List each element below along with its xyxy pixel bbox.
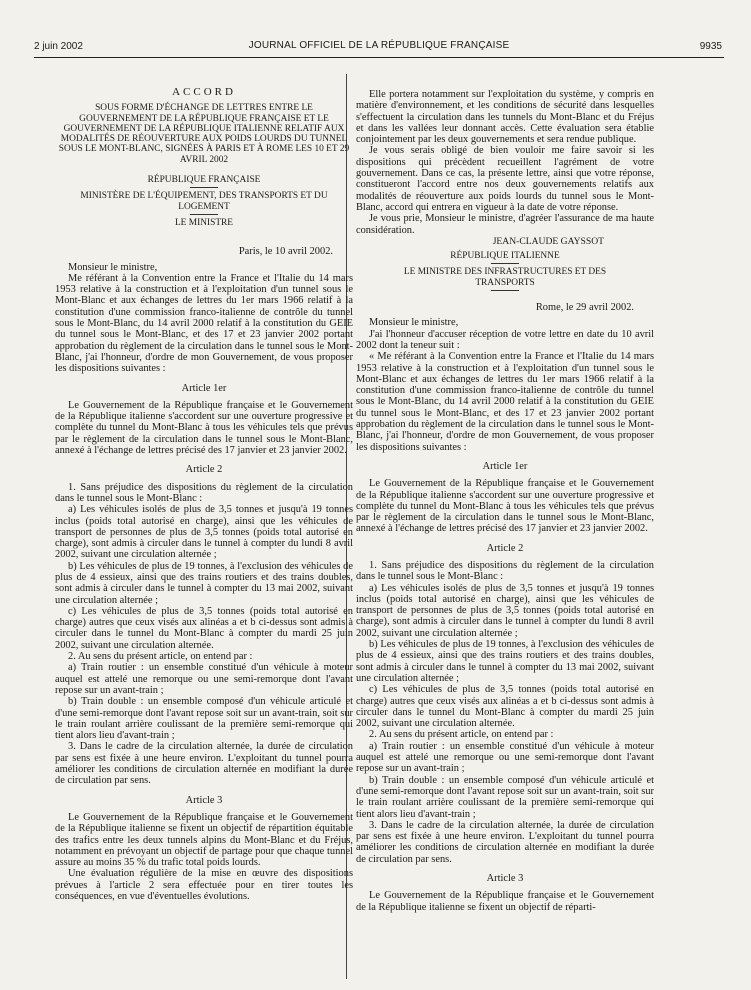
place-date: Paris, le 10 avril 2002.: [238, 246, 333, 258]
minister-heading: LE MINISTRE: [174, 217, 234, 228]
article-paragraph: a) Train routier : un ensemble constitué d'un véhicule à moteur auquel est attelé une remorque ou une semi-remorque dont l'avant repose sur un avant-train ;: [356, 740, 654, 775]
article-paragraph: 1. Sans préjudice des dispositions du règlement de la circulation dans le tunnel sous le Mont-Blanc :: [356, 559, 654, 583]
article-paragraph: Le Gouvernement de la République française et le Gouvernement de la République italienne s'accordent sur une ouverture progressive et complète du tunnel du Mont-Blanc à tous les véhicules tels que prévus par le règlement de la circulation dans le tunnel sous le Mont-Blanc, annexé à l'échange de lettres précisé des 17 janvier et 23 janvier 2002.: [55, 399, 353, 457]
article-heading: Article 1er: [181, 382, 227, 394]
article-paragraph: Le Gouvernement de la République française et le Gouvernement de la République italienne se fixent un objectif de répartition équitable des trafics entre les deux tunnels alpins du Mont-Blanc et du Fréjus, notamment en prévoyant un objectif de partage pour que chaque tunnel assure au moins 35 % du trafic total poids lourds.: [55, 811, 353, 869]
salutation: Monsieur le ministre,: [68, 261, 158, 273]
short-rule: [491, 290, 519, 291]
page-header: [34, 39, 724, 55]
right-column: [356, 89, 654, 913]
body-paragraph: J'ai l'honneur d'accuser réception de votre lettre en date du 10 avril 2002 dont la teneur suit :: [356, 328, 654, 351]
article-paragraph: b) Train double : un ensemble composé d'un véhicule articulé et d'une semi-remorque dont l'avant repose soit sur un avant-train, soit sur le train roulant arrière coulissant de la première semi-remorque qui tient alors lieu d'avant-train ;: [356, 774, 654, 820]
left-column: [55, 87, 353, 902]
article-paragraph: Le Gouvernement de la République française et le Gouvernement de la République italienne se fixent un objectif de réparti-: [356, 890, 654, 913]
body-paragraph: Elle portera notamment sur l'exploitation du système, y compris en matière d'environnement, et les conditions de sécurité dans lesquelles s'effectuent la circulation dans les tunnels du Mont-Blanc et du Fréjus et dans les vallées leur donnant accès. Cette évaluation sera établie conjointement par les deux gouvernements et sera rendue publique.: [356, 89, 654, 146]
article-paragraph: c) Les véhicules de plus de 3,5 tonnes (poids total autorisé en charge) autres que ceux visés aux alinéas a et b ci-dessus sont admis à circuler dans le tunnel du Mont-Blanc à compter du mardi 25 juin 2002, suivant une circulation alternée.: [55, 605, 353, 651]
article-paragraph: b) Les véhicules de plus de 19 tonnes, à l'exclusion des véhicules de plus de 4 essieux, ainsi que des trains routiers et des trains doubles, sont admis à circuler dans le tunnel à compter du 13 mai 2002, suivant une circulation alternée ;: [356, 639, 654, 684]
short-rule: [190, 214, 218, 215]
article-paragraph: a) Les véhicules isolés de plus de 3,5 tonnes et jusqu'à 19 tonnes inclus (poids total autorisé en charge), ainsi que les véhicules de transport de personnes de plus de 3,5 tonnes (poids total autorisé en charge), sont admis à circuler dans le tunnel à compter du lundi 8 avril 2002, suivant une circulation alternée ;: [356, 582, 654, 639]
article-paragraph: c) Les véhicules de plus de 3,5 tonnes (poids total autorisé en charge) autres que ceux visés aux alinéas a et b ci-dessus sont admis à circuler dans le tunnel du Mont-Blanc à compter du mardi 25 juin 2002, suivant une circulation alternée.: [356, 684, 654, 730]
quoted-intro: « Me référant à la Convention entre la France et l'Italie du 14 mars 1953 relative à la construction et à l'exploitation d'un tunnel sous le Mont-Blanc et aux échanges de lettres du 1er mars 1966 relatif à la constitution d'une commission franco-italienne de contrôle du tunnel sous le Mont-Blanc, du 14 avril 2000 relatif à la constitution du GEIE du tunnel sous le Mont-Blanc, et des 17 et 23 janvier 2002 portant approbation du règlement de la circulation dans le tunnel sous le Mont-Blanc, j'ai l'honneur, d'ordre de mon Gouvernement, de vous proposer les dispositions suivantes :: [356, 351, 654, 453]
article-heading: Article 2: [185, 464, 223, 476]
page-number: 9935: [699, 41, 722, 52]
ministry-heading: LE MINISTRE DES INFRASTRUCTURES ET DES TRANSPORTS: [403, 267, 607, 288]
article-paragraph: a) Train routier : un ensemble constitué d'un véhicule à moteur auquel est attelé une remorque ou une semi-remorque dont l'avant repose sur un avant-train ;: [55, 662, 353, 696]
journal-title: JOURNAL OFFICIEL DE LA RÉPUBLIQUE FRANÇAISE: [248, 40, 510, 51]
article-paragraph: 2. Au sens du présent article, on entend par :: [68, 651, 253, 663]
republic-heading: RÉPUBLIQUE FRANÇAISE: [147, 175, 261, 186]
accord-subtitle: SOUS FORME D'ÉCHANGE DE LETTRES ENTRE LE GOUVERNEMENT DE LA RÉPUBLIQUE FRANÇAISE ET LE GOUVERNEMENT DE LA RÉPUBLIQUE ITALIENNE RELATIF AUX MODALITÉS DE RÉOUVERTURE AUX POIDS LOURDS DU TUNNEL SOUS LE MONT-BLANC, SIGNÉES À PARIS ET À ROME LES 10 ET 29 AVRIL 2002: [58, 103, 350, 165]
accord-title: ACCORD: [172, 86, 236, 98]
body-paragraph: Je vous serais obligé de bien vouloir me faire savoir si les dispositions qui précèdent recueillent l'agrément de votre gouvernement. Dans ce cas, la présente lettre, ainsi que votre réponse, constitueront l'accord entre nos deux gouvernements relatifs aux modalités de réouverture aux poids lourds du tunnel sous le Mont-Blanc, accord qui entrera en vigueur à la date de votre réponse.: [356, 145, 654, 213]
salutation: Monsieur le ministre,: [369, 317, 459, 329]
short-rule: [190, 187, 218, 188]
article-heading: Article 3: [185, 794, 223, 806]
article-paragraph: 2. Au sens du présent article, on entend par :: [369, 729, 554, 741]
ministry-heading: MINISTÈRE DE L'ÉQUIPEMENT, DES TRANSPORTS ET DU LOGEMENT: [80, 191, 328, 212]
article-paragraph: a) Les véhicules isolés de plus de 3,5 tonnes et jusqu'à 19 tonnes inclus (poids total autorisé en charge), ainsi que les véhicules de transport de personnes de plus de 3,5 tonnes (poids total autorisé en charge), sont admis à circuler dans le tunnel à compter du lundi 8 avril 2002, suivant une circulation alternée ;: [55, 504, 353, 561]
article-paragraph: 3. Dans le cadre de la circulation alternée, la durée de circulation par sens est fixée à une heure environ. L'exploitant du tunnel pourra améliorer les conditions de circulation alternée en modifiant la durée de circulation par sens.: [55, 741, 353, 787]
short-rule: [491, 263, 519, 264]
article-paragraph: Une évaluation régulière de la mise en œuvre des dispositions prévues à l'article 2 sera effectuée pour en tirer toutes les conséquences, en vue d'éventuelles évolutions.: [55, 868, 353, 902]
article-paragraph: b) Les véhicules de plus de 19 tonnes, à l'exclusion des véhicules de plus de 4 essieux, ainsi que des trains routiers et des trains doubles, sont admis à circuler dans le tunnel à compter du 13 mai 2002, suivant une circulation alternée ;: [55, 560, 353, 606]
header-rule: [34, 57, 724, 58]
header-date: 2 juin 2002: [34, 41, 83, 52]
signature: JEAN-CLAUDE GAYSSOT: [492, 235, 604, 247]
article-paragraph: 3. Dans le cadre de la circulation alternée, la durée de circulation par sens est fixée à une heure environ. L'exploitant du tunnel pourra améliorer les conditions de circulation alternée en modifiant la durée de circulation par sens.: [356, 819, 654, 865]
article-paragraph: 1. Sans préjudice des dispositions du règlement de la circulation dans le tunnel sous le Mont-Blanc :: [55, 481, 353, 504]
article-heading: Article 1er: [482, 460, 528, 472]
article-paragraph: Le Gouvernement de la République française et le Gouvernement de la République italienne s'accordent sur une ouverture progressive et complète du tunnel du Mont-Blanc à tous les véhicules tels que prévus par le règlement de la circulation dans le tunnel sous le Mont-Blanc, annexé à l'échange de lettres précisé des 17 janvier et 23 janvier 2002.: [356, 478, 654, 535]
place-date: Rome, le 29 avril 2002.: [535, 302, 634, 314]
republic-heading: RÉPUBLIQUE ITALIENNE: [450, 251, 560, 262]
article-heading: Article 3: [486, 873, 524, 884]
body-paragraph: Je vous prie, Monsieur le ministre, d'agréer l'assurance de ma haute considération.: [356, 213, 654, 236]
article-paragraph: b) Train double : un ensemble composé d'un véhicule articulé et d'une semi-remorque dont l'avant repose soit sur un avant-train, soit sur le train roulant arrière coulissant de la première semi-remorque qui tient alors lieu d'avant-train ;: [55, 696, 353, 742]
article-heading: Article 2: [486, 542, 524, 554]
intro-paragraph: Me référant à la Convention entre la France et l'Italie du 14 mars 1953 relative à la construction et à l'exploitation d'un tunnel sous le Mont-Blanc et aux échanges de lettres du 1er mars 1966 relatif à la constitution d'une commission franco-italienne de contrôle du tunnel sous le Mont-Blanc, du 14 avril 2000 relatif à la constitution du GEIE du tunnel sous le Mont-Blanc, et des 17 et 23 janvier 2002 portant approbation du règlement de la circulation dans le tunnel sous le Mont-Blanc, j'ai l'honneur, d'ordre de mon Gouvernement, de vous proposer les dispositions suivantes :: [55, 272, 353, 375]
